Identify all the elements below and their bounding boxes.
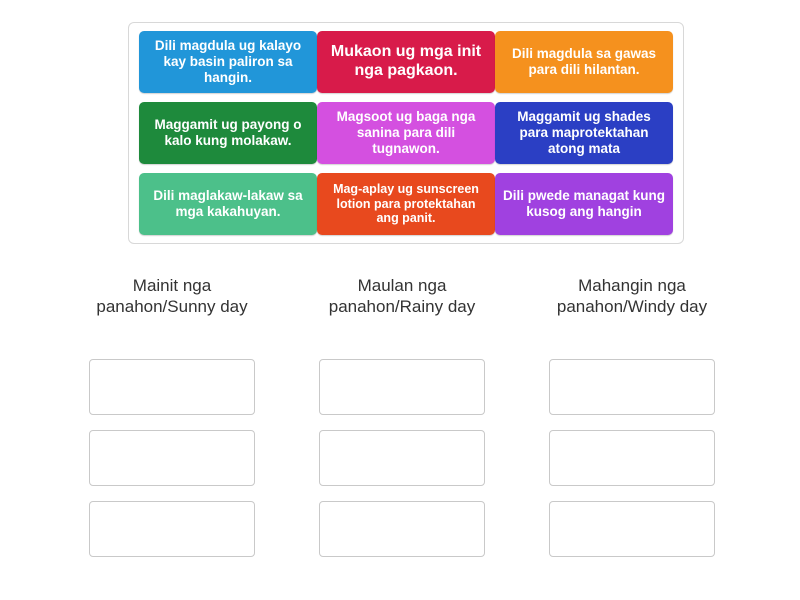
drop-columns	[82, 275, 722, 572]
draggable-tile[interactable]: Maggamit ug shades para maprotektahan atong mata	[495, 102, 673, 164]
tiles-row	[135, 102, 677, 164]
draggable-tile[interactable]: Dili maglakaw-lakaw sa mga kakahuyan.	[139, 173, 317, 235]
drop-slot[interactable]	[89, 501, 255, 557]
draggable-tile[interactable]: Mag-aplay ug sunscreen lotion para protektahan ang panit.	[317, 173, 495, 235]
drop-slot[interactable]	[549, 430, 715, 486]
drop-column-windy	[542, 275, 722, 572]
drop-slot[interactable]	[89, 359, 255, 415]
column-title: Mahangin nga panahon/Windy day	[556, 276, 708, 317]
tiles-row	[135, 31, 677, 93]
drop-column-sunny	[82, 275, 262, 572]
draggable-tile[interactable]: Dili pwede managat kung kusog ang hangin	[495, 173, 673, 235]
drop-slot[interactable]	[549, 359, 715, 415]
drop-slot[interactable]	[89, 430, 255, 486]
tiles-row	[135, 173, 677, 235]
drop-slot[interactable]	[319, 501, 485, 557]
column-title: Mainit nga panahon/Sunny day	[96, 276, 248, 317]
drop-slot[interactable]	[549, 501, 715, 557]
drop-column-rainy	[312, 275, 492, 572]
draggable-tile[interactable]: Magsoot ug baga nga sanina para dili tugnawon.	[317, 102, 495, 164]
draggable-tile[interactable]: Dili magdula sa gawas para dili hilantan.	[495, 31, 673, 93]
column-title: Maulan nga panahon/Rainy day	[328, 276, 476, 317]
drop-slot[interactable]	[319, 359, 485, 415]
draggable-tile[interactable]: Dili magdula ug kalayo kay basin paliron sa hangin.	[139, 31, 317, 93]
drop-slot[interactable]	[319, 430, 485, 486]
draggable-tile[interactable]: Maggamit ug payong o kalo kung molakaw.	[139, 102, 317, 164]
draggable-tile[interactable]: Mukaon ug mga init nga pagkaon.	[317, 31, 495, 93]
tiles-tray	[128, 22, 684, 244]
